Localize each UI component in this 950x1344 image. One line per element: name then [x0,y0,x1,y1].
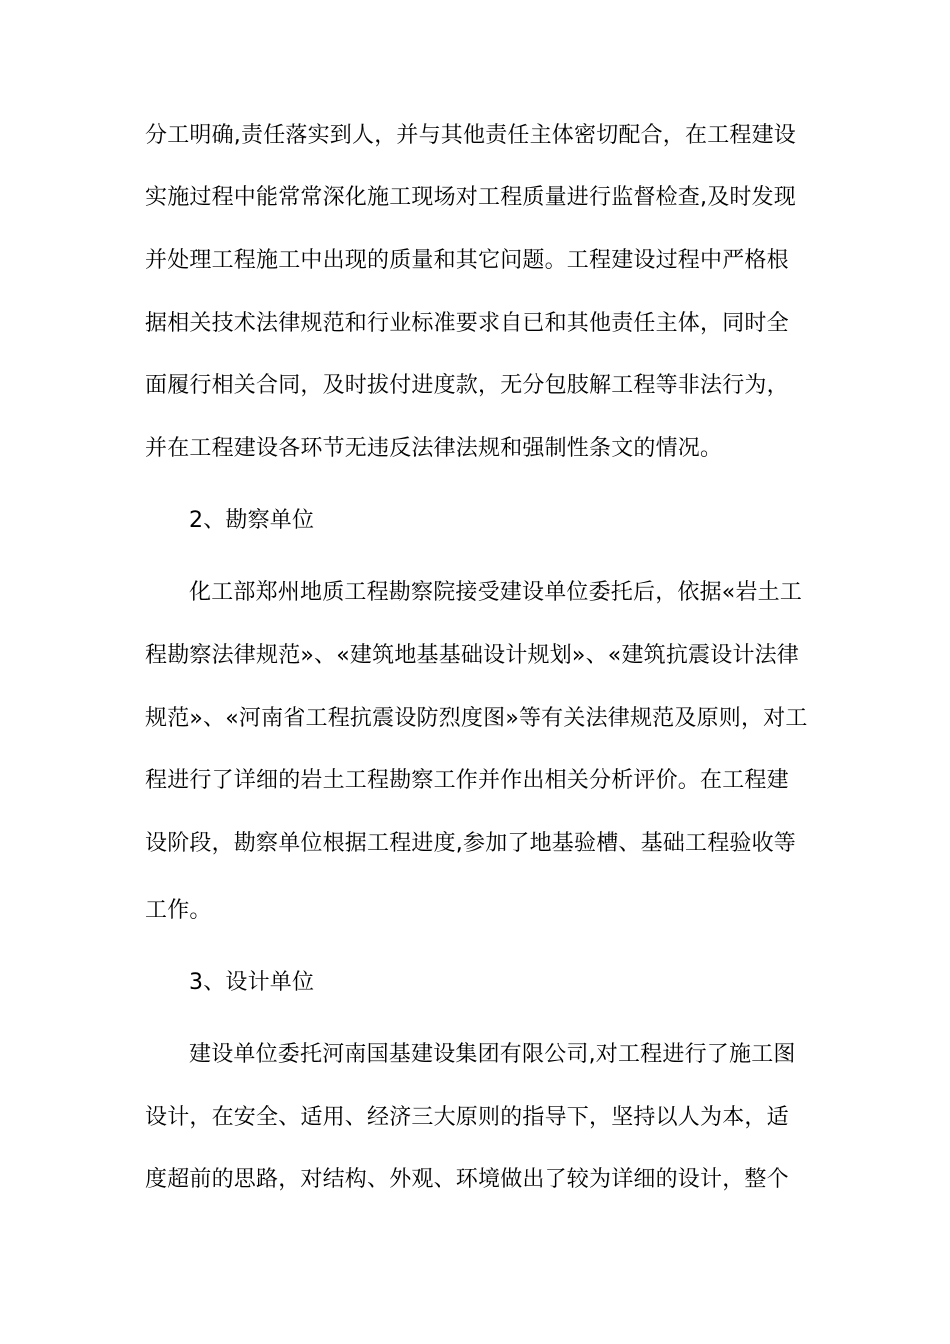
paragraph-line: 面履行相关合同，及时拔付进度款，无分包肢解工程等非法行为， [145,373,789,398]
paragraph-line: 并处理工程施工中出现的质量和其它问题。工程建设过程中严格根 [145,248,789,273]
section-heading: 2、勘察单位 [189,508,315,533]
paragraph-line: 度超前的思路，对结构、外观、环境做出了较为详细的设计，整个 [145,1167,789,1192]
paragraph-line: 程进行了详细的岩土工程勘察工作并作出相关分析评价。在工程建 [145,768,789,793]
paragraph-line: 设阶段，勘察单位根据工程进度,参加了地基验槽、基础工程验收等 [145,831,796,856]
paragraph-line: 实施过程中能常常深化施工现场对工程质量进行监督检查,及时发现 [145,185,796,210]
paragraph-line: 规范»、«河南省工程抗震设防烈度图»等有关法律规范及原则，对工 [145,706,808,731]
paragraph-line: 据相关技术法律规范和行业标准要求自已和其他责任主体，同时全 [145,311,789,336]
paragraph-line: 建设单位委托河南国基建设集团有限公司,对工程进行了施工图 [189,1042,796,1067]
paragraph-line: 化工部郑州地质工程勘察院接受建设单位委托后，依据«岩土工 [189,580,803,605]
section-heading: 3、设计单位 [189,970,315,995]
paragraph-line: 并在工程建设各环节无违反法律法规和强制性条文的情况。 [145,436,723,461]
paragraph-line: 分工明确,责任落实到人，并与其他责任主体密切配合，在工程建设 [145,123,796,148]
paragraph-line: 程勘察法律规范»、«建筑地基基础设计规划»、«建筑抗震设计法律 [145,643,800,668]
paragraph-line: 设计，在安全、适用、经济三大原则的指导下，坚持以人为本，适 [145,1105,789,1130]
paragraph-line: 工作。 [145,898,212,923]
